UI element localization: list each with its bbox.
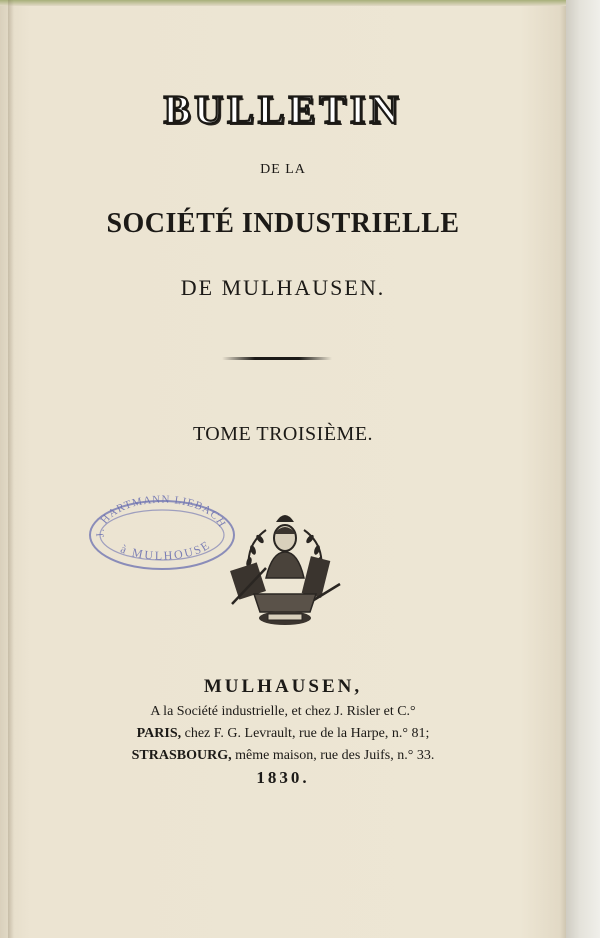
ornamental-rule (222, 357, 332, 360)
imprint-line-2 (0, 726, 566, 742)
imprint-paris-address: chez F. G. Levrault, rue de la Harpe, n.° 81; (184, 726, 430, 741)
imprint-strasbourg: STRASBOURG, (131, 748, 232, 763)
page-top-edge (0, 0, 566, 6)
svg-text:à MULHOUSE (119, 537, 214, 562)
de-mulhausen-line: DE MULHAUSEN. (180, 275, 386, 300)
imprint-strasbourg-address: même maison, rue des Juifs, n.° 33. (235, 748, 435, 763)
imprint-line-1: A la Société industrielle, et chez J. Risler et C.° (150, 704, 416, 719)
background-surface (566, 0, 600, 938)
allegorical-bust-vignette-icon (226, 508, 344, 628)
stamp-text-top: J. HARTMANN LIEBACH (94, 495, 229, 538)
imprint-city: MULHAUSEN, (203, 676, 363, 697)
bulletin-title: BULLETIN (163, 87, 403, 132)
publication-year: 1830. (256, 768, 310, 787)
page-spine-shadow (8, 0, 14, 938)
svg-text:J. HARTMANN LIEBACH (94, 495, 228, 538)
stamp-text-bottom: à MULHOUSE (118, 537, 214, 563)
tome-line: TOME TROISIÈME. (192, 423, 374, 445)
imprint-line-3 (0, 748, 566, 764)
societe-title: SOCIÉTÉ INDUSTRIELLE (106, 208, 460, 239)
library-stamp-icon (86, 495, 238, 573)
imprint-paris: PARIS, (136, 726, 182, 741)
de-la-line: DE LA (260, 162, 306, 177)
